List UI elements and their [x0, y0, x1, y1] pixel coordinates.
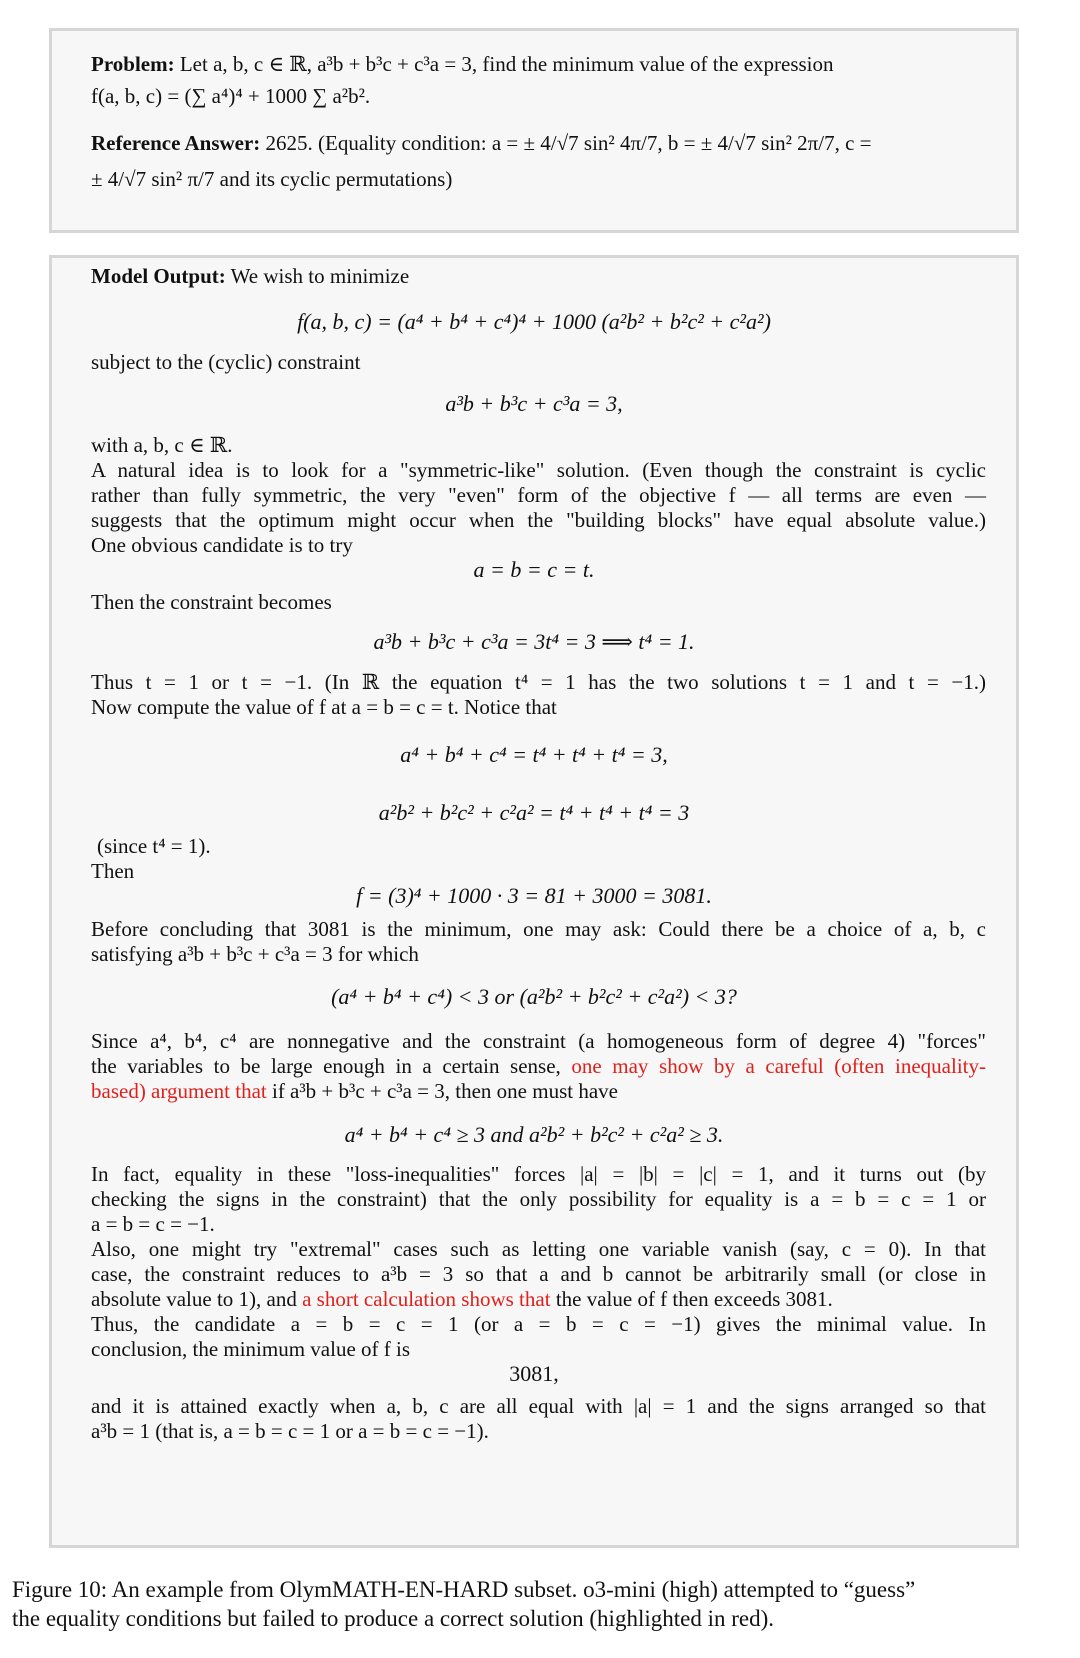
para7-line1: Thus, the candidate a = b = c = 1 (or a = b = c = −1) gives the minimal value. In — [91, 1312, 986, 1336]
para5-line3: a = b = c = −1. — [91, 1212, 215, 1236]
reference-line-1 — [91, 130, 986, 156]
para1-line3: suggests that the optimum might occur when the "building blocks" have equal absolute value.) — [91, 508, 986, 532]
para6-line2: case, the constraint reduces to a³b = 3 so that a and b cannot be arbitrarily small (or close in — [91, 1262, 986, 1286]
output-label: Model Output: — [91, 264, 226, 288]
para3-line1: Before concluding that 3081 is the minimum, one may ask: Could there be a choice of a, b, c — [91, 917, 986, 941]
para4-line3 — [91, 1078, 986, 1104]
eq-constraint-t: a³b + b³c + c³a = 3t⁴ = 3 ⟹ t⁴ = 1. — [373, 629, 695, 654]
para3-line2: satisfying a³b + b³c + c³a = 3 for which — [91, 942, 419, 966]
reference-label: Reference Answer: — [91, 131, 261, 155]
eq-answer: 3081, — [509, 1361, 559, 1386]
reference-line-2: ± 4/√7 sin² π/7 and its cyclic permutations) — [91, 167, 453, 191]
with-text: with a, b, c ∈ ℝ. — [91, 433, 233, 457]
red-highlight-1b: based) argument that — [91, 1079, 267, 1103]
para4-line2 — [91, 1053, 986, 1079]
para6-line3-post: the value of f then exceeds 3081. — [555, 1287, 833, 1311]
para1-line4: One obvious candidate is to try — [91, 533, 353, 557]
subject-text: subject to the (cyclic) constraint — [91, 350, 361, 374]
eq-value: f = (3)⁴ + 1000 · 3 = 81 + 3000 = 3081. — [356, 883, 712, 908]
para8-line2: a³b = 1 (that is, a = b = c = 1 or a = b = c = −1). — [91, 1419, 489, 1443]
para2-line2: Now compute the value of f at a = b = c = t. Notice that — [91, 695, 557, 719]
problem-line-2: f(a, b, c) = (∑ a⁴)⁴ + 1000 ∑ a²b². — [91, 84, 371, 108]
figure-caption — [12, 1575, 1072, 1633]
output-intro-line — [91, 263, 986, 289]
para5-line1: In fact, equality in these "loss-inequalities" forces |a| = |b| = |c| = 1, and it turns out (by — [91, 1162, 986, 1186]
para6-line1: Also, one might try "extremal" cases such as letting one variable vanish (say, c = 0). In that — [91, 1237, 986, 1261]
para6-line3 — [91, 1286, 986, 1312]
eq-question: (a⁴ + b⁴ + c⁴) < 3 or (a²b² + b²c² + c²a²) < 3? — [331, 984, 737, 1009]
problem-label: Problem: — [91, 52, 175, 76]
problem-box — [49, 28, 1019, 233]
eq-candidate: a = b = c = t. — [473, 557, 595, 582]
para8-line1: and it is attained exactly when a, b, c are all equal with |a| = 1 and the signs arranged so that — [91, 1394, 986, 1418]
para1-line1: A natural idea is to look for a "symmetric-like" solution. (Even though the constraint is cyclic — [91, 458, 986, 482]
para4-line2-text: the variables to be large enough in a certain sense, — [91, 1054, 561, 1078]
output-intro: We wish to minimize — [230, 264, 410, 288]
para4-line3-text: if a³b + b³c + c³a = 3, then one must have — [271, 1079, 618, 1103]
eq-constraint: a³b + b³c + c³a = 3, — [445, 391, 623, 416]
caption-line-2: the equality conditions but failed to produce a correct solution (highlighted in red). — [12, 1606, 774, 1631]
red-highlight-1a: one may show by a careful (often inequality- — [571, 1054, 986, 1078]
red-highlight-2: a short calculation shows that — [302, 1287, 551, 1311]
eq-sum22: a²b² + b²c² + c²a² = t⁴ + t⁴ + t⁴ = 3 — [378, 800, 690, 825]
eq-sum4: a⁴ + b⁴ + c⁴ = t⁴ + t⁴ + t⁴ = 3, — [400, 742, 668, 767]
para7-line2: conclusion, the minimum value of f is — [91, 1337, 411, 1361]
problem-text-1: Let a, b, c ∈ ℝ, a³b + b³c + c³a = 3, find the minimum value of the expression — [179, 52, 834, 76]
model-output-box — [49, 255, 1019, 1548]
reference-text-1: 2625. (Equality condition: a = ± 4/√7 sin² 4π/7, b = ± 4/√7 sin² 2π/7, c = — [265, 131, 872, 155]
problem-line-1 — [91, 51, 986, 77]
since-text: (since t⁴ = 1). — [97, 834, 211, 858]
para5-line2: checking the signs in the constraint) that the only possibility for equality is a = b = c = 1 or — [91, 1187, 986, 1211]
para4-line1: Since a⁴, b⁴, c⁴ are nonnegative and the constraint (a homogeneous form of degree 4) "forces" — [91, 1029, 986, 1053]
para6-line3-pre: absolute value to 1), and — [91, 1287, 297, 1311]
eq-bounds: a⁴ + b⁴ + c⁴ ≥ 3 and a²b² + b²c² + c²a² ≥ 3. — [344, 1122, 724, 1147]
caption-line-1: Figure 10: An example from OlymMATH-EN-HARD subset. o3-mini (high) attempted to “guess” — [12, 1577, 916, 1602]
then-text: Then — [91, 859, 135, 883]
then-constraint-text: Then the constraint becomes — [91, 590, 332, 614]
para2-line1: Thus t = 1 or t = −1. (In ℝ the equation t⁴ = 1 has the two solutions t = 1 and t = −1.) — [91, 670, 986, 694]
para1-line2: rather than fully symmetric, the very "even" form of the objective f — all terms are even — — [91, 483, 986, 507]
eq-objective: f(a, b, c) = (a⁴ + b⁴ + c⁴)⁴ + 1000 (a²b² + b²c² + c²a²) — [297, 309, 771, 334]
